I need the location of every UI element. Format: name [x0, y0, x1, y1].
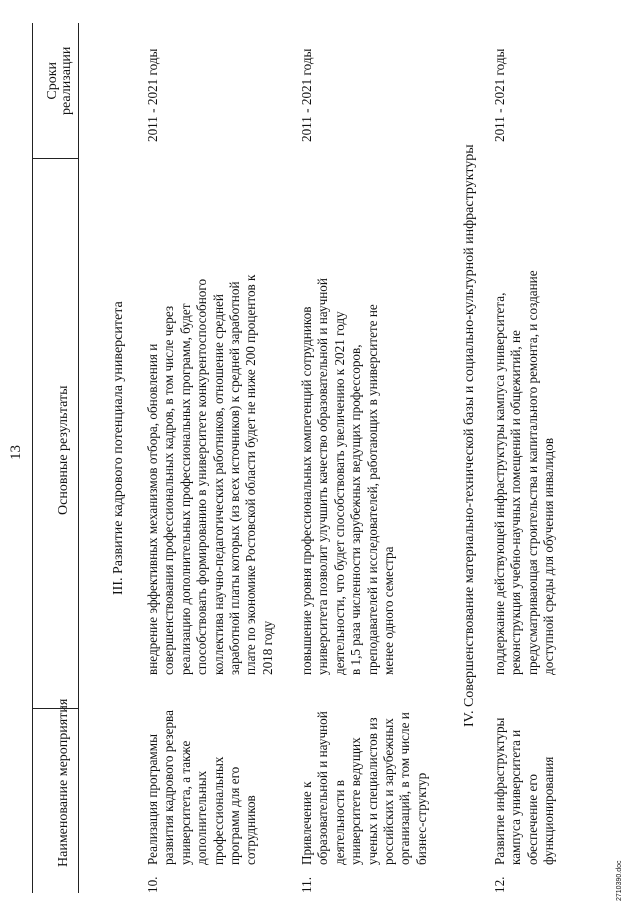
row-result: внедрение эффективных механизмов отбора, обновления и совершенствования профессиональных кадров, в том числе через реализацию дополнительных профессиональных программ, будет способствовать формированию в университете конкурентоспособного коллектива научно-педагогических работников, отношение средней заработной платы которых (из всех источников) к средней заработной плате по экономике Ростовской области будет не ниже 200 процентов к 2018 году — [145, 274, 275, 675]
row-number: 11. — [299, 877, 314, 893]
header-results: Основные результаты — [56, 385, 71, 515]
section-heading-3: III. Развитие кадрового потенциала университета — [111, 301, 126, 595]
section-heading-4: IV. Совершенствование материально-технической базы и социально-культурной инфраструктуры — [462, 144, 477, 727]
row-name: Привлечение к образовательной и научной деятельности в университете ведущих ученых и специалистов из российских и зарубежных организаций, в том числе и бизнес-структур — [299, 711, 429, 865]
row-result: повышение уровня профессиональных компетенций сотрудников университета позволит улучшить качество образовательной и научной деятельности, что будет способствовать увеличению к 2021 году в 1,5 раза численности зарубежных ведущих профессоров, преподавателей и исследователей, работающих в университете не менее одного семестра — [299, 278, 397, 675]
header-divider-timeline — [32, 158, 78, 159]
row-number: 12. — [492, 876, 507, 893]
header-bottom-rule — [78, 23, 79, 893]
page-number: 13 — [8, 445, 24, 460]
row-timeline: 2011 - 2021 годы — [145, 48, 160, 142]
row-number: 10. — [145, 876, 160, 893]
row-name: Развитие инфраструктуры кампуса университета и обеспечение его функционирования — [492, 717, 557, 865]
header-timeline: Сроки реализации — [45, 46, 74, 115]
row-timeline: 2011 - 2021 годы — [492, 48, 507, 142]
document-id: 2710390.doc — [616, 860, 623, 901]
table-top-rule — [32, 23, 33, 893]
header-name: Наименование мероприятия — [56, 698, 71, 867]
row-result: поддержание действующей инфраструктуры кампуса университета, реконструкция учебно-научных помещений и общежитий, не предусматривающая строительства и капитального ремонта, и создание доступной среды для обучения инвалидов — [492, 270, 557, 675]
row-name: Реализация программы развития кадрового резерва университета, а также дополнительных профессиональных программ для его сотрудников — [145, 710, 259, 865]
row-timeline: 2011 - 2021 годы — [299, 48, 314, 142]
